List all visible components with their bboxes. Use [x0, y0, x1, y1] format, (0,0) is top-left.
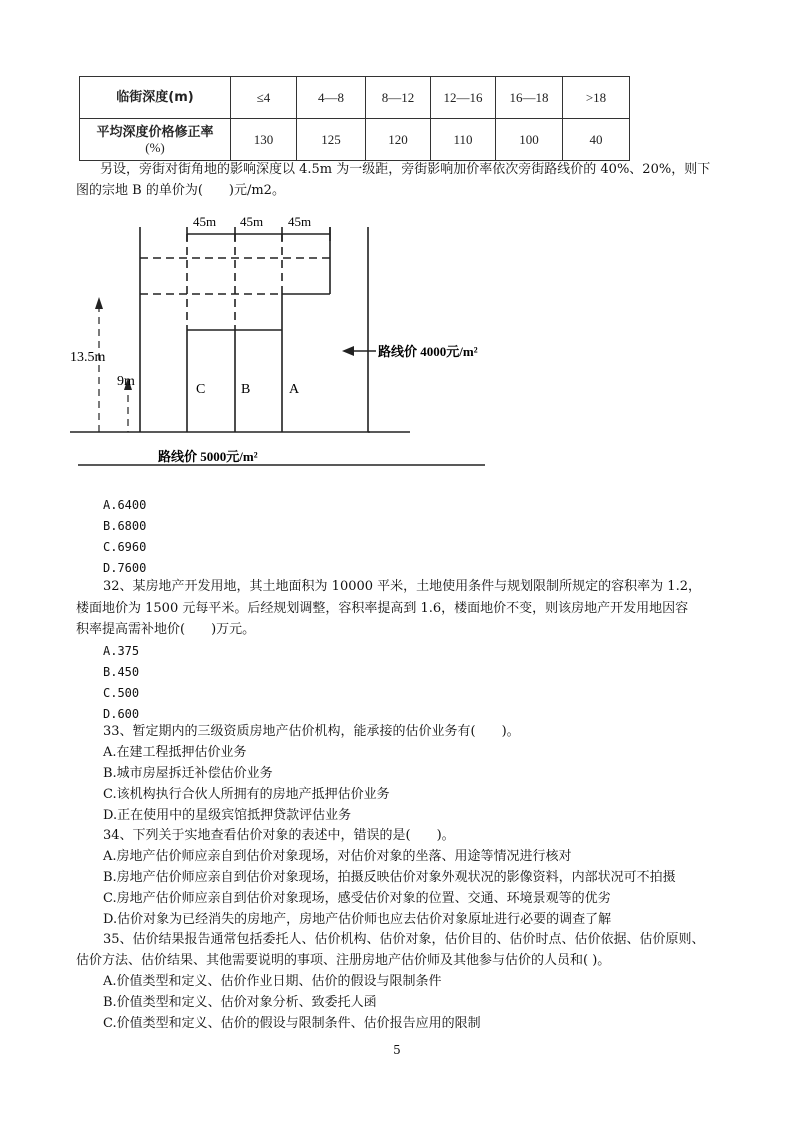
option-item: D.7600 [103, 561, 147, 575]
option-item: B.房地产估价师应亲自到估价对象现场，拍摄反映估价对象外观状况的影像资料，内部状况可不拍摄 [103, 870, 676, 885]
page-number: 5 [393, 1043, 401, 1057]
table-header-cell: 8—12 [366, 77, 431, 119]
option-item: D.600 [103, 707, 140, 721]
option-item: B.城市房屋拆迁补偿估价业务 [103, 766, 273, 781]
table-cell: 40 [563, 119, 630, 161]
option-item: D.估价对象为已经消失的房地产，房地产估价师也应去估价对象原址进行必要的调查了解 [103, 912, 612, 927]
corner-lot-diagram [70, 210, 540, 475]
front-road-price: 路线价 5000元/m² [158, 449, 258, 464]
depth-correction-table [79, 76, 630, 161]
question-text: 33、暂定期内的三级资质房地产估价机构，能承接的估价业务有( )。 [103, 724, 520, 739]
option-item: A.375 [103, 644, 140, 658]
option-item: B.6800 [103, 519, 147, 533]
option-item: C.6960 [103, 540, 147, 554]
depth-label: 13.5m [70, 350, 106, 365]
lot-label: A [289, 382, 300, 397]
table-row-label-line: 平均深度价格修正率 [96, 124, 214, 140]
table-header-cell: ≤4 [231, 77, 297, 119]
table-header-cell: 临街深度(m) [80, 77, 231, 119]
question-text: 估价方法、估价结果、其他需要说明的事项、注册房地产估价师及其他参与估价的人员和( )。 [76, 953, 611, 968]
lot-label: C [196, 382, 206, 397]
table-cell: 130 [231, 119, 297, 161]
table-cell: 100 [496, 119, 563, 161]
option-item: B.450 [103, 665, 140, 679]
table-row-label-unit: (%) [145, 139, 165, 155]
arrow-up-icon [95, 297, 103, 309]
side-road-price: 路线价 4000元/m² [378, 344, 478, 359]
option-item: A.6400 [103, 498, 147, 512]
option-item: B.价值类型和定义、估价对象分析、致委托人函 [103, 995, 377, 1010]
question-text: 34、下列关于实地查看估价对象的表述中，错误的是( )。 [103, 828, 455, 843]
table-cell: 120 [366, 119, 431, 161]
table-row-label [80, 119, 231, 161]
question-text: 楼面地价为 1500 元每平米。后经规划调整，容积率提高到 1.6，楼面地价不变，则该房地产开发用地因容 [76, 601, 689, 616]
intro-line: 另设，旁街对街角地的影响深度以 4.5m 为一级距，旁街影响加价率依次旁街路线价的 40%、20%，则下 [100, 162, 711, 177]
table-header-cell: 12—16 [431, 77, 496, 119]
question-text: 32、某房地产开发用地，其土地面积为 10000 平米，土地使用条件与规划限制所规定的容积率为 1.2， [103, 579, 701, 594]
option-item: C.500 [103, 686, 140, 700]
option-item: C.价值类型和定义、估价的假设与限制条件、估价报告应用的限制 [103, 1016, 481, 1031]
dimension-label: 45m [288, 214, 312, 229]
table-header-cell: 16—18 [496, 77, 563, 119]
table-cell: 125 [297, 119, 366, 161]
table-header-cell: 4—8 [297, 77, 366, 119]
lot-label: B [241, 382, 251, 397]
table-header-cell: >18 [563, 77, 630, 119]
depth-label: 9m [117, 374, 135, 389]
dimension-label: 45m [240, 214, 264, 229]
option-item: A.在建工程抵押估价业务 [103, 745, 247, 760]
intro-line: 图的宗地 B 的单价为( )元/m2。 [76, 183, 285, 198]
question-text: 积率提高需补地价( )万元。 [76, 622, 256, 637]
question-text: 35、估价结果报告通常包括委托人、估价机构、估价对象，估价目的、估价时点、估价依据、估价原则、 [103, 932, 705, 947]
option-item: A.房地产估价师应亲自到估价对象现场，对估价对象的坐落、用途等情况进行核对 [103, 849, 572, 864]
option-item: C.房地产估价师应亲自到估价对象现场，感受估价对象的位置、交通、环境景观等的优劣 [103, 891, 611, 906]
table-cell: 110 [431, 119, 496, 161]
table-row [80, 119, 630, 161]
option-item: A.价值类型和定义、估价作业日期、估价的假设与限制条件 [103, 974, 442, 989]
option-item: C.该机构执行合伙人所拥有的房地产抵押估价业务 [103, 787, 390, 802]
dimension-label: 45m [193, 214, 217, 229]
arrow-left-icon [342, 346, 354, 356]
table-row [80, 77, 630, 119]
option-item: D.正在使用中的星级宾馆抵押贷款评估业务 [103, 808, 352, 823]
